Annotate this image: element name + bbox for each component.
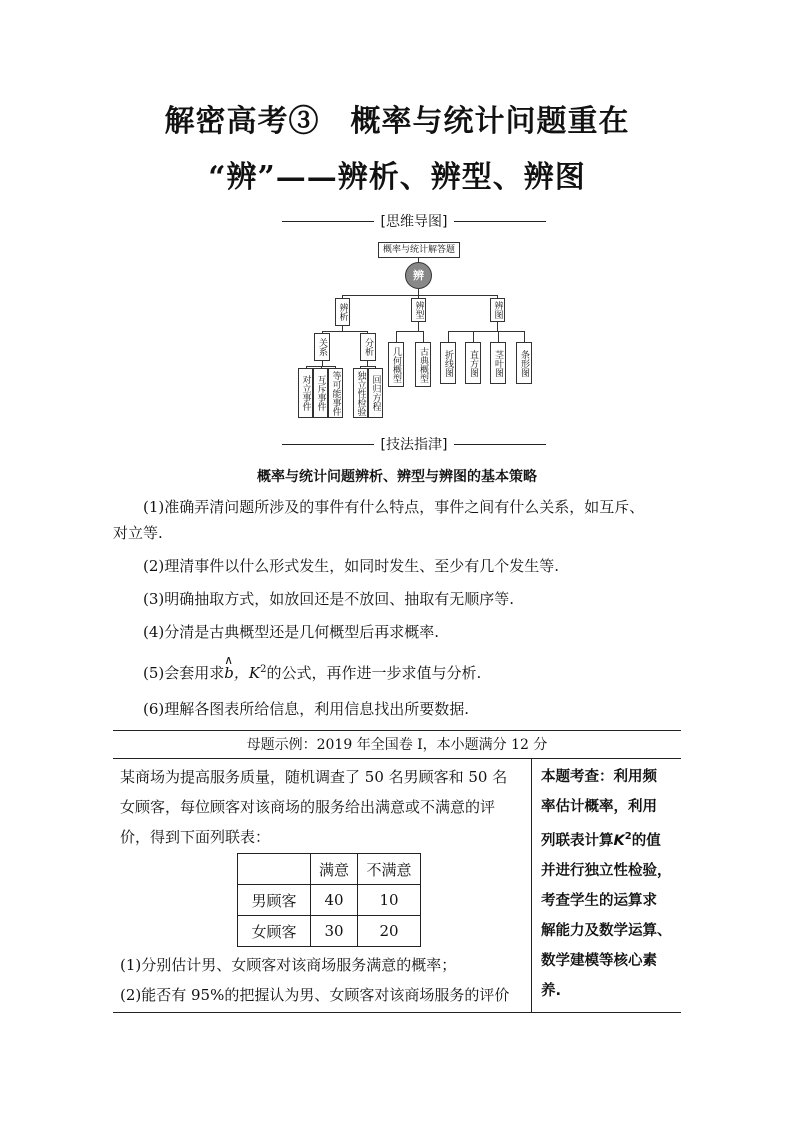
mindmap-leaf-tiaoxing: 条形图 [516,342,532,384]
mindmap-leaf-zhexian: 折线图 [440,342,456,384]
mindmap-leaf-jingye: 茎叶图 [490,342,506,384]
mindmap-center: 辨 [405,262,432,289]
mindmap-leaf-zhifang: 直方图 [465,342,481,384]
page-title-line2: “辨”——辨析、辨型、辨图 [208,160,586,195]
mindmap-section-bar [282,211,546,231]
mindmap-leaf-jihe: 几何概型 [388,342,404,387]
mindmap-branch-bianxing: 辨型 [411,298,426,322]
mindmap-section-label: [思维导图] [380,214,448,230]
b-hat-symbol: b [224,664,234,682]
box-top-rule [113,730,681,731]
mindmap-node-guanxi: 关系 [314,333,330,361]
table-row: 女顾客 30 20 [238,916,421,947]
strategy-item-4: (4)分清是古典概型还是几何概型后再求概率. [143,623,440,641]
strategy-item-5: (5)会套用求 ∧ b，$K^2$的公式，再作进一步求值与分析. [113,657,683,686]
mindmap-leaf-duliji: 独立性检验 [353,368,368,418]
strategy-title: 概率与统计问题辨析、辨型与辨图的基本策略 [257,469,537,485]
contingency-table [237,853,421,947]
strategy-item-6: (6)理解各图表所给信息，利用信息找出所要数据. [143,700,470,718]
box-divider [531,758,532,1012]
mindmap-leaf-duili: 对立事件 [298,368,313,418]
table-header-row: 满意 不满意 [238,854,421,885]
mindmap-leaf-dengkeneng: 等可能事件 [328,368,343,418]
mindmap-branch-bianxi: 辨析 [335,298,350,326]
problem-questions: (1)分别估计男、女顾客对该商场服务满意的概率； (2)能否有 95%的把握认为男、女顾客对该商场服务的评价 [120,956,510,1004]
table-row: 男顾客 40 10 [238,885,421,916]
box-header-rule [113,758,681,759]
hat-accent: ∧ [224,653,234,667]
strategy-item-3: (3)明确抽取方式，如放回还是不放回、抽取有无顺序等. [143,590,515,608]
mindmap-branch-biantu: 辨图 [490,298,505,322]
mindmap-root: 概率与统计解答题 [378,242,460,258]
mindmap-leaf-huigui: 回归方程 [368,368,383,418]
strategy-item-1: (1)准确弄清问题所涉及的事件有什么特点，事件之间有什么关系，如互斥、 对立等. [113,498,645,542]
analysis-note: 本题考查：利用频 率估计概率，利用 列联表计算$K^2$的值 并进行独立性检验， 考查学生的运算求 解能力及数学运算、 数学建模等核心素 养. [541,769,672,999]
mindmap-leaf-gudian: 古典概型 [415,342,431,387]
mindmap-node-fenxi: 分析 [360,333,376,361]
box-bottom-rule [113,1012,681,1013]
example-header: 母题示例：2019 年全国卷 Ⅰ，本小题满分 12 分 [246,737,548,753]
page-title-line1: 解密高考③ 概率与统计问题重在 [164,104,630,139]
skill-section-bar [282,434,546,454]
skill-section-label: [技法指津] [380,437,448,453]
strategy-item-2: (2)理清事件以什么形式发生，如同时发生、至少有几个发生等. [143,557,560,575]
mindmap-leaf-huchi: 互斥事件 [313,368,328,418]
problem-text: 某商场为提高服务质量，随机调查了 50 名男顾客和 50 名 女顾客，每位顾客对该商场的服务给出满意或不满意的评 价，得到下面列联表： [120,768,508,846]
